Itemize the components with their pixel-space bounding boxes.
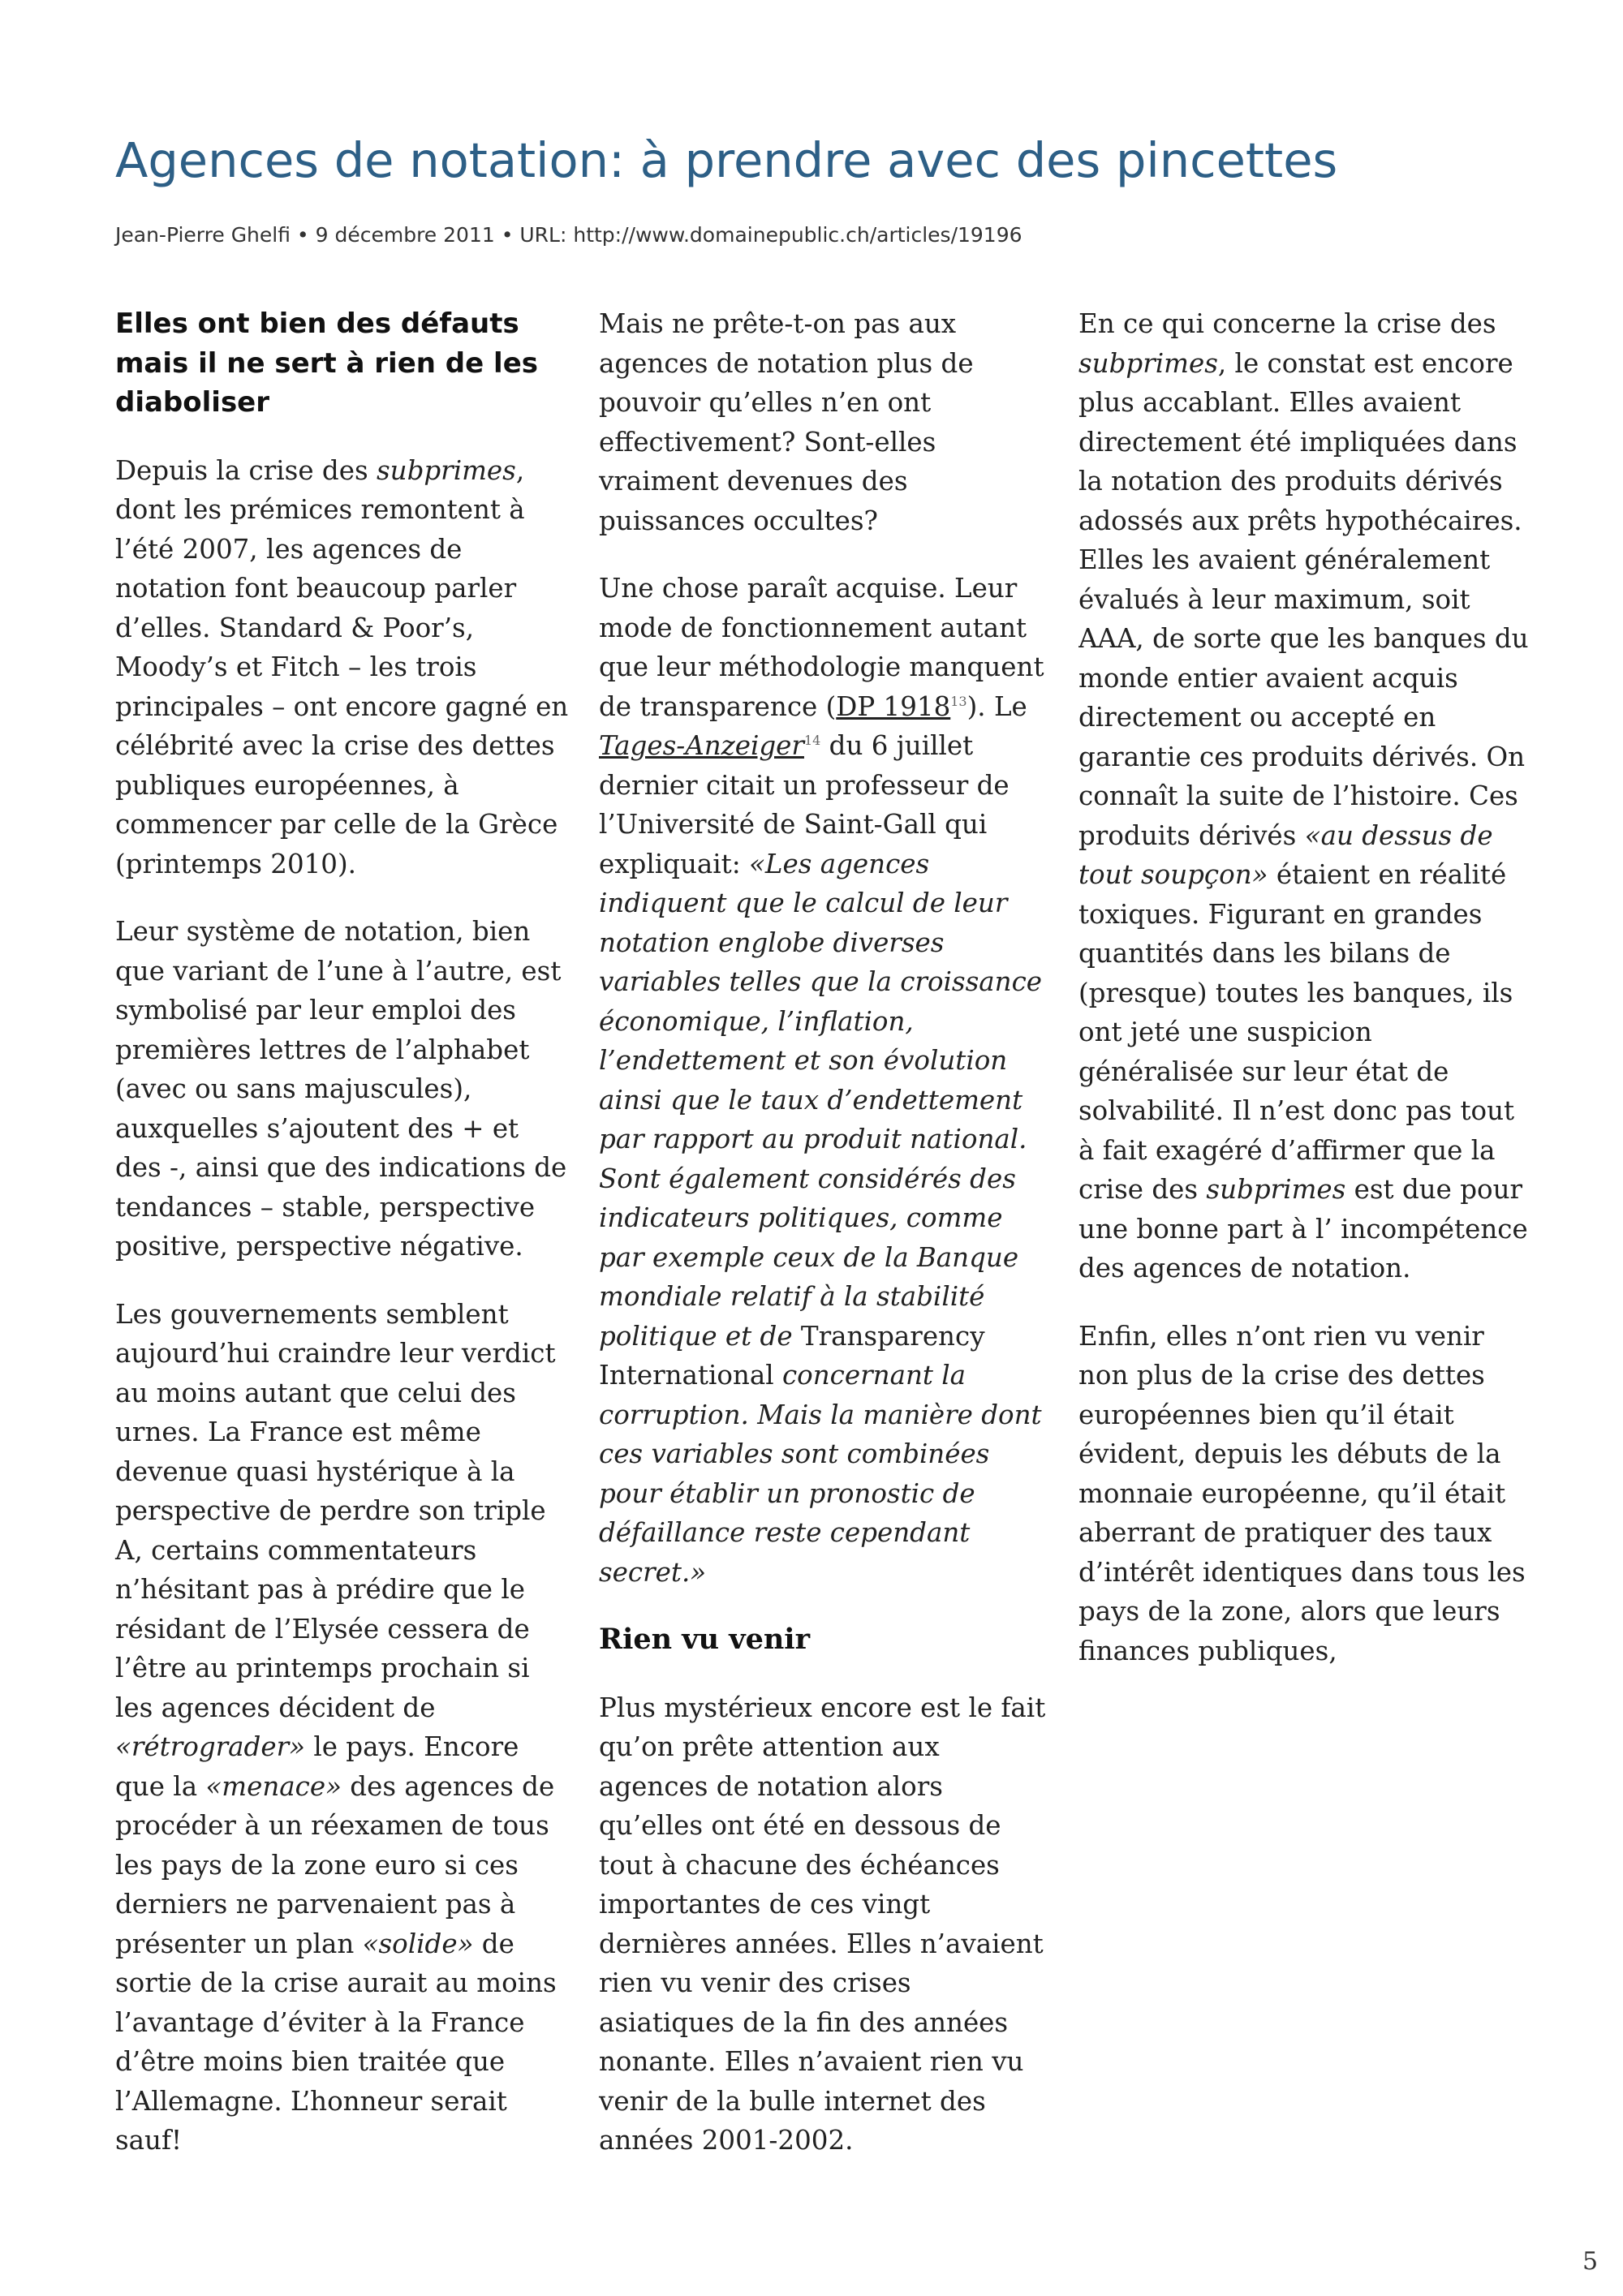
quote-text: concernant la corruption. Mais la manière dont ces variables sont combinées pour établir un pronostic de défaillance reste cependant secret.»: [599, 1360, 1042, 1588]
footnote-marker: 14: [803, 733, 821, 749]
text-column-2: [599, 304, 1053, 2189]
paragraph: Mais ne prête-t-on pas aux agences de notation plus de pouvoir qu’elles n’en ont effectivement? Sont-elles vraiment devenues des puissances occultes?: [599, 308, 974, 536]
article-byline: Jean-Pierre Ghelfi • 9 décembre 2011 • URL: http://www.domainepublic.ch/articles/19196: [115, 223, 1022, 247]
paragraph: Depuis la crise des subprimes, dont les prémices remontent à l’été 2007, les agences de notation font beaucoup parler d’elles. Standard & Poor’s, Moody’s et Fitch – les trois principales – ont encore gagné en célébrité avec la crise des dettes publiques européennes, à commencer par celle de la Grèce (printemps 2010).: [115, 454, 569, 879]
text: est due pour une bonne part à l’ incompétence des agences de notation.: [1078, 1174, 1528, 1283]
paragraph: [1078, 304, 1533, 1288]
text: Transparency International: [599, 1320, 985, 1391]
text: En ce qui concerne la crise des: [1078, 308, 1496, 339]
paragraph-continued: Les gouvernements semblent aujourd’hui craindre leur verdict au moins autant que celui des urnes. La France est même devenue quasi hystérique à la perspective de perdre son triple A, certains commentateurs n’hésitant pas à prédire que le résidant de l’Elysée cessera de l’être au printemps prochain si les agences décident de «rétrograder» le pays. Encore que la «menace» des agences de procéder à un réexamen de tous les pays de la zone euro si ces derniers ne parvenaient pas à présenter un plan «solide» de sortie de la crise aurait au moins l’avantage d’éviter à la France d’être moins bien traitée que l’Allemagne. L’honneur serait sauf!: [115, 1298, 557, 2156]
text: du 6 juillet dernier citait un professeur de l’Université de Saint-Gall qui expliquait:: [599, 730, 1010, 879]
text-column-3: [1078, 304, 1533, 1699]
link-tages-anzeiger[interactable]: Tages-Anzeiger: [599, 730, 804, 761]
text-italic: subprimes: [1078, 347, 1218, 379]
paragraph-quote: [599, 569, 1053, 1592]
lead-paragraph: Elles ont bien des défauts mais il ne sert à rien de les diaboliser: [115, 307, 538, 419]
paragraph: Plus mystérieux encore est le fait qu’on prête attention aux agences de notation alors qu’elles ont été en dessous de tout à chacune des échéances importantes de ces vingt dernières années. Elles n’avaient rien vu venir des crises asiatiques de la fin des années nonante. Elles n’avaient rien vu venir de la bulle internet des années 2001-2002.: [599, 1692, 1046, 2156]
article-title: Agences de notation: à prendre avec des pincettes: [115, 132, 1338, 188]
text-column-1: [115, 304, 570, 2189]
text: Une chose paraît acquise. Leur mode de fonctionnement autant que leur méthodologie manquent de transparence (: [599, 573, 1044, 722]
paragraph: Leur système de notation, bien que variant de l’une à l’autre, est symbolisé par leur emploi des premières lettres de l’alphabet (avec ou sans majuscules), auxquelles s’ajoutent des + et des -, ainsi que des indications de tendances – stable, perspective positive, perspective négative.: [115, 916, 567, 1262]
section-heading: Rien vu venir: [599, 1623, 811, 1656]
footnote-marker: 13: [950, 693, 967, 709]
text: ). Le: [966, 690, 1027, 722]
quote-text: «Les agences indiquent que le calcul de leur notation englobe diverses variables telles que la croissance économique, l’inflation, l’endettement et son évolution ainsi que le taux d’endettement par rapport au produit national. Sont également considérés des indicateurs politiques, comme par exemple ceux de la Banque mondiale relatif à la stabilité politique et de: [599, 848, 1043, 1352]
text: étaient en réalité toxiques. Figurant en grandes quantités dans les bilans de (presque) toutes les banques, ils ont jeté une suspicion généralisée sur leur état de solvabilité. Il n’est donc pas tout à fait exagéré d’affirmer que la crise des: [1078, 859, 1515, 1205]
text-italic: «au dessus de tout soupçon»: [1078, 819, 1493, 890]
text-italic: subprimes: [1206, 1174, 1346, 1205]
paragraph: Enfin, elles n’ont rien vu venir non plus de la crise des dettes européennes bien qu’il était évident, depuis les débuts de la monnaie européenne, qu’il était aberrant de pratiquer des taux d’intérêt identiques dans tous les pays de la zone, alors que leurs finances publiques,: [1078, 1320, 1526, 1666]
link-dp-1918[interactable]: DP 1918: [836, 690, 951, 722]
text: , le constat est encore plus accablant. Elles avaient directement été impliquées dans la notation des produits dérivés adossés aux prêts hypothécaires. Elles les avaient généralement évalués à leur maximum, soit AAA, de sorte que les banques du monde entier avaient acquis directement ou accepté en garantie ces produits dérivés. On connaît la suite de l’histoire. Ces produits dérivés: [1078, 347, 1529, 851]
page-number: 5: [1582, 2247, 1599, 2276]
